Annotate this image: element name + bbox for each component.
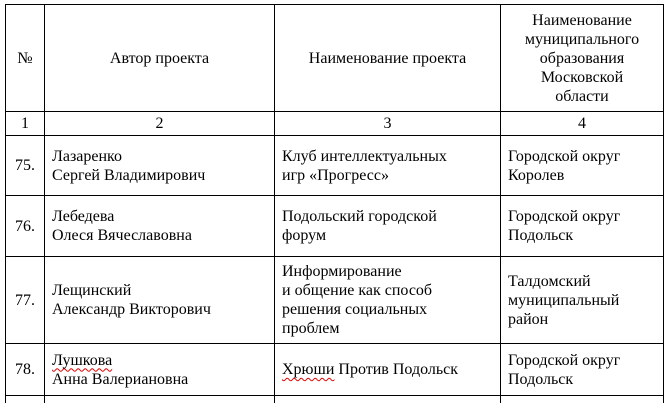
cell-author [45,136,275,196]
misspelled-word: Лушкова [52,351,113,369]
column-number-cell: 1 [6,112,45,136]
cell-line: Талдомский [508,272,591,290]
cell-line: Городской округ [508,351,621,369]
header-cell-project: Наименование проекта [275,5,501,112]
cell-project [275,257,501,344]
cell-line: Городской округ [508,208,621,225]
cell-line: решения социальных [282,301,428,318]
cell-line: Лещинский [52,282,132,299]
cell-municipality [501,396,664,403]
header-cell-municipality [501,5,664,112]
cell-num: 77. [6,257,45,344]
header-line: Наименование [532,11,632,29]
header-cell-author: Автор проекта [45,5,275,112]
cell-line [52,351,272,370]
cell-line: Информирование [282,263,402,280]
cell-author [45,396,275,403]
header-line: области [555,87,609,105]
cell-line: Олеся Вячеславовна [52,227,192,244]
column-numbers-row [6,112,664,136]
cell-line: Подольск [508,227,574,244]
header-line: Московской [540,68,624,86]
column-number-cell: 3 [275,112,501,136]
cell-municipality [501,344,664,396]
cell-num [6,396,45,403]
header-cell-number: № [6,5,45,112]
cell-municipality [501,196,664,257]
cell-author [45,344,275,396]
column-number-cell: 2 [45,112,275,136]
table-row [6,257,664,344]
cell-line: форум [282,227,327,244]
cell-line-rest: Против Подольск [334,361,459,378]
cell-project [275,196,501,257]
cell-line: Клуб интеллектуальных [282,147,447,165]
cell-municipality [501,136,664,196]
cell-line: муниципальный [508,291,620,309]
header-row [6,5,664,112]
cell-num: 76. [6,196,45,257]
table-row [6,136,664,196]
cell-line: Лазаренко [52,147,122,165]
cell-num: 75. [6,136,45,196]
column-number-cell: 4 [501,112,664,136]
cell-line: Подольский городской [282,208,437,225]
cell-municipality [501,257,664,344]
cell-line: Подольск [508,370,574,388]
partial-next-row [6,396,664,403]
cell-project [275,344,501,396]
cell-line: Лебедева [52,208,115,225]
cell-line: Королев [508,166,565,184]
misspelled-word: Хрюши [282,361,335,378]
cell-project [275,136,501,196]
cell-line: Анна Валериановна [52,370,189,388]
cell-author [45,257,275,344]
cell-line: Сергей Владимирович [52,166,206,184]
cell-line: Городской округ [508,147,621,165]
header-line: образования [539,49,625,67]
cell-author [45,196,275,257]
cell-line: и общение как способ [282,282,433,299]
cell-num: 78. [6,344,45,396]
cell-line [282,360,498,379]
cell-line: проблем [282,320,340,337]
table-row [6,344,664,396]
table-row [6,196,664,257]
projects-table [5,4,664,403]
cell-project [275,396,501,403]
header-line: муниципального [524,30,640,48]
cell-line: игр «Прогресс» [282,166,389,184]
cell-line: район [508,310,549,328]
cell-line: Александр Викторович [52,301,211,318]
